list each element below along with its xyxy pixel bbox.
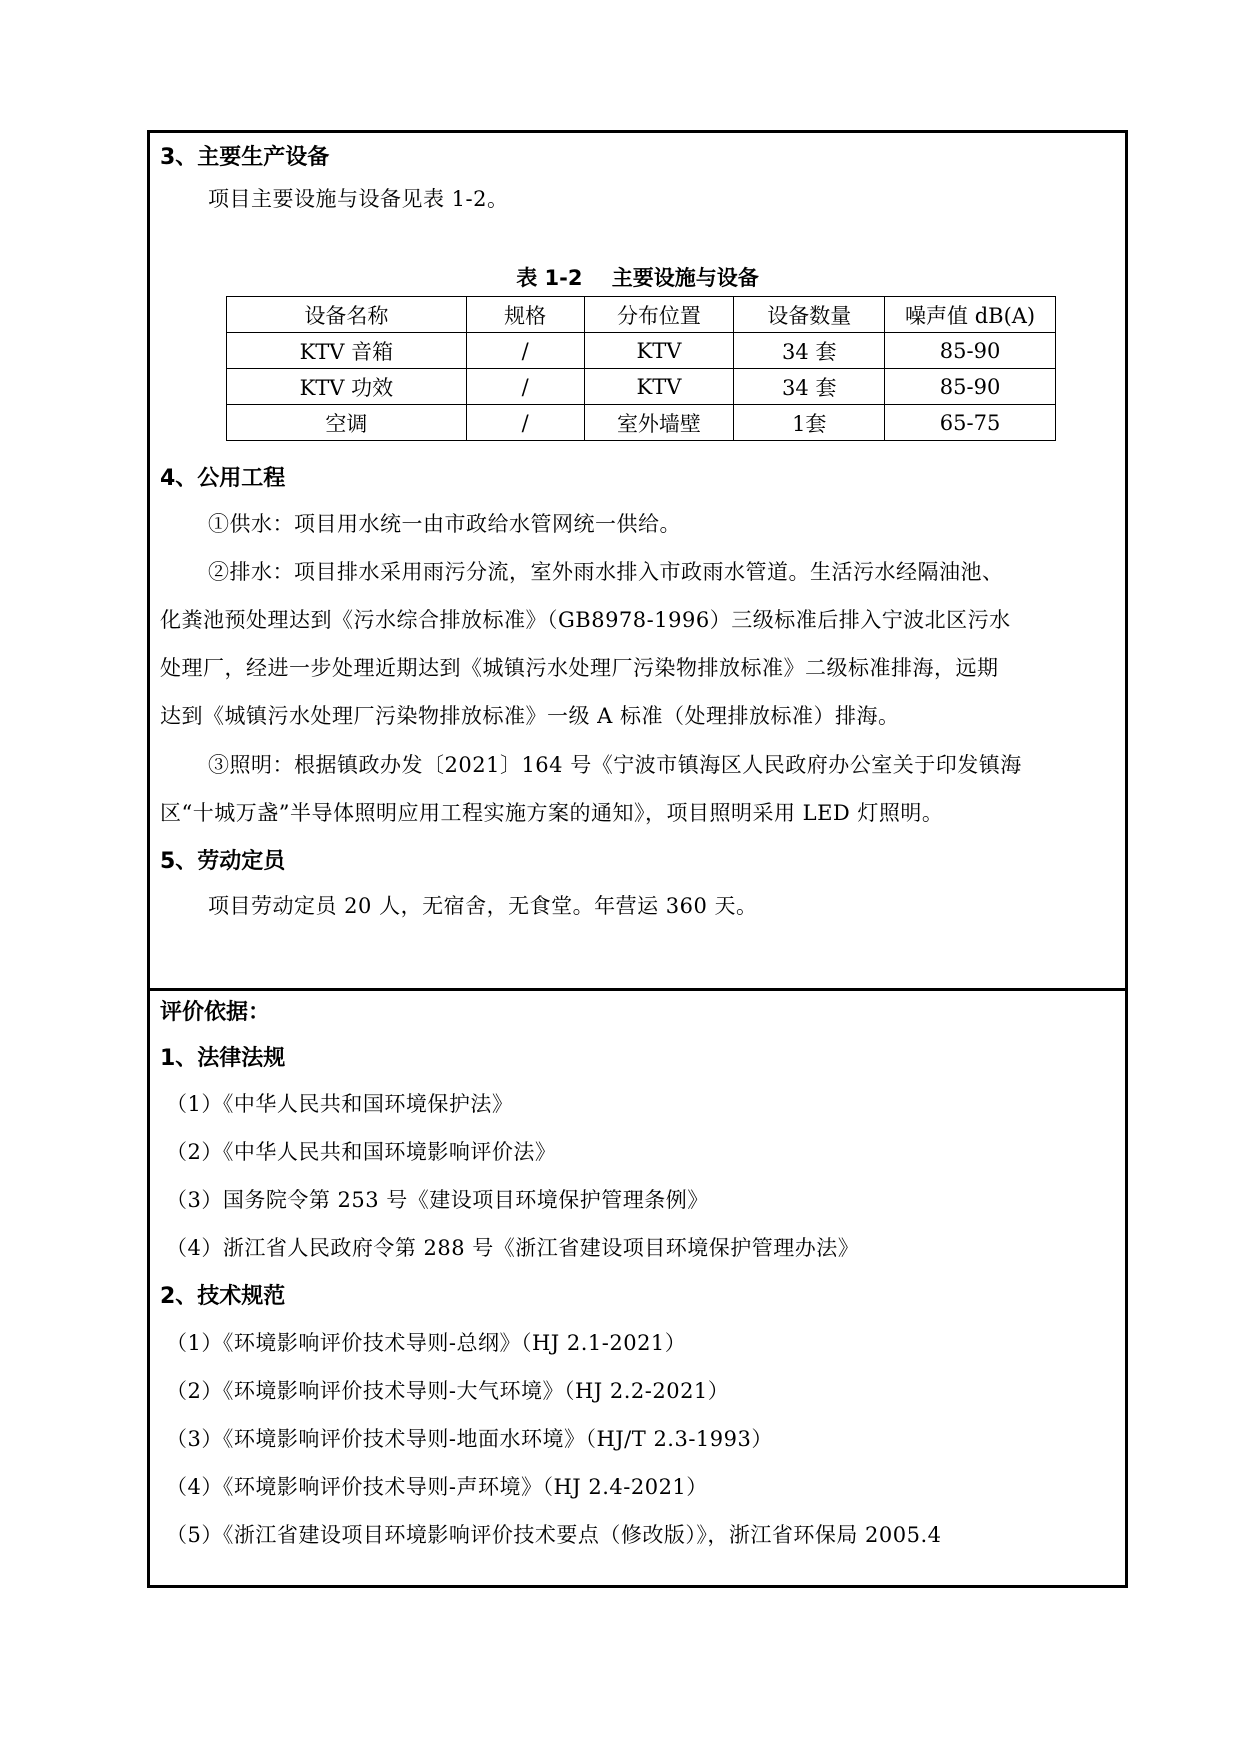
utilities-line: 达到《城镇污水处理厂污染物排放标准》一级 A 标准（处理排放标准）排海。 <box>160 704 900 728</box>
cell-spec: / <box>466 369 584 405</box>
heading-laws: 1、法律法规 <box>160 1046 286 1071</box>
table-row <box>227 405 1056 441</box>
cell-noise: 65-75 <box>885 405 1056 441</box>
law-item: （4）浙江省人民政府令第 288 号《浙江省建设项目环境保护管理办法》 <box>166 1236 860 1260</box>
tech-item: （1）《环境影响评价技术导则-总纲》（HJ 2.1-2021） <box>166 1331 687 1355</box>
equipment-table <box>226 296 1056 441</box>
cell-quantity: 34 套 <box>734 369 885 405</box>
basis-title: 评价依据： <box>160 1000 271 1025</box>
cell-name: KTV 音箱 <box>227 333 467 369</box>
utilities-line: 处理厂，经进一步处理近期达到《城镇污水处理厂污染物排放标准》二级标准排海，远期 <box>160 656 999 680</box>
cell-location: KTV <box>584 369 734 405</box>
cell-location: KTV <box>584 333 734 369</box>
tech-item: （3）《环境影响评价技术导则-地面水环境》（HJ/T 2.3-1993） <box>166 1427 773 1451</box>
utilities-line: 区“十城万盏”半导体照明应用工程实施方案的通知》，项目照明采用 LED 灯照明。 <box>160 801 944 825</box>
heading-staff: 5、劳动定员 <box>160 849 286 874</box>
header-cell: 规格 <box>466 297 584 333</box>
cell-name: 空调 <box>227 405 467 441</box>
table-row <box>227 333 1056 369</box>
utilities-line: 化粪池预处理达到《污水综合排放标准》（GB8978-1996）三级标准后排入宁波北区污水 <box>160 608 1011 632</box>
cell-noise: 85-90 <box>885 369 1056 405</box>
tech-item: （2）《环境影响评价技术导则-大气环境》（HJ 2.2-2021） <box>166 1379 730 1403</box>
tech-item: （5）《浙江省建设项目环境影响评价技术要点（修改版）》，浙江省环保局 2005.4 <box>166 1523 942 1547</box>
tech-item: （4）《环境影响评价技术导则-声环境》（HJ 2.4-2021） <box>166 1475 708 1499</box>
header-cell: 设备数量 <box>734 297 885 333</box>
table-caption: 表 1-2 主要设施与设备 <box>516 266 759 290</box>
header-cell: 设备名称 <box>227 297 467 333</box>
heading-utilities: 4、公用工程 <box>160 466 286 491</box>
utilities-line: ③照明：根据镇政办发〔2021〕164 号《宁波市镇海区人民政府办公室关于印发镇海 <box>208 753 1022 777</box>
assessment-basis-section <box>150 991 1125 1585</box>
utilities-line: ②排水：项目排水采用雨污分流，室外雨水排入市政雨水管道。生活污水经隔油池、 <box>208 560 1004 584</box>
content-frame <box>147 130 1128 1588</box>
cell-quantity: 1套 <box>734 405 885 441</box>
cell-quantity: 34 套 <box>734 333 885 369</box>
cell-spec: / <box>466 405 584 441</box>
header-cell: 噪声值 dB(A) <box>885 297 1056 333</box>
cell-spec: / <box>466 333 584 369</box>
cell-name: KTV 功效 <box>227 369 467 405</box>
project-overview-section <box>150 133 1125 991</box>
utilities-line: ①供水：项目用水统一由市政给水管网统一供给。 <box>208 512 681 536</box>
law-item: （2）《中华人民共和国环境影响评价法》 <box>166 1140 557 1164</box>
header-cell: 分布位置 <box>584 297 734 333</box>
heading-tech: 2、技术规范 <box>160 1284 286 1309</box>
cell-location: 室外墙壁 <box>584 405 734 441</box>
law-item: （1）《中华人民共和国环境保护法》 <box>166 1092 514 1116</box>
table-row <box>227 369 1056 405</box>
staff-text: 项目劳动定员 20 人，无宿舍，无食堂。年营运 360 天。 <box>208 894 758 918</box>
production-intro: 项目主要设施与设备见表 1-2。 <box>208 187 509 211</box>
heading-production-equipment: 3、主要生产设备 <box>160 145 330 170</box>
law-item: （3）国务院令第 253 号《建设项目环境保护管理条例》 <box>166 1188 709 1212</box>
table-header-row <box>227 297 1056 333</box>
cell-noise: 85-90 <box>885 333 1056 369</box>
